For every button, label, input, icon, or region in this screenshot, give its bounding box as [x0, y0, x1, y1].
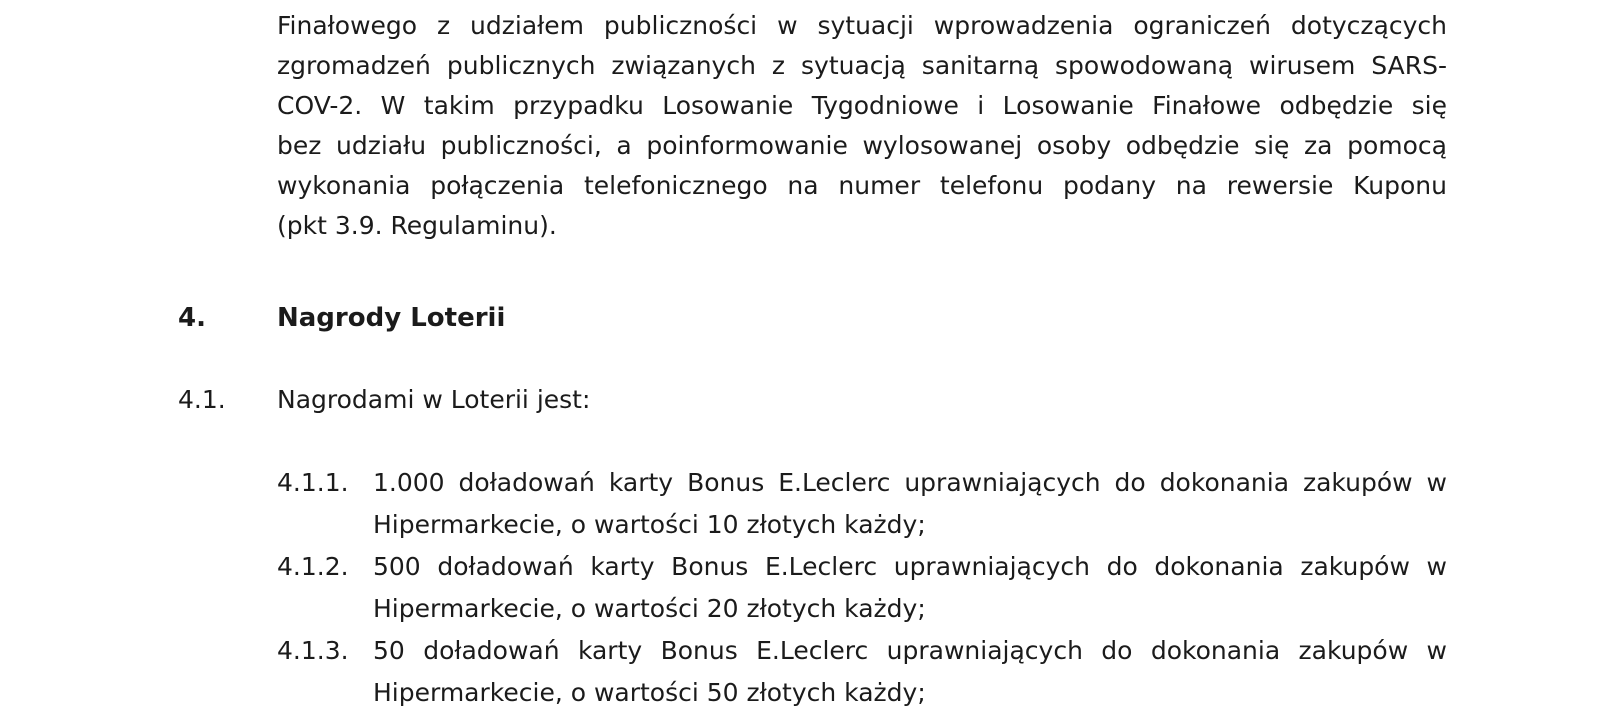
item-line: Hipermarkecie, o wartości 20 złotych każdy;: [373, 594, 926, 623]
list-item: [277, 630, 1447, 714]
item-text: [373, 546, 1447, 630]
paragraph-continuation: [277, 6, 1447, 246]
item-line: Hipermarkecie, o wartości 50 złotych każdy;: [373, 678, 926, 707]
item-text: [373, 462, 1447, 546]
paragraph-line: COV-2. W takim przypadku Losowanie Tygodniowe i Losowanie Finałowe odbędzie się: [277, 91, 1447, 120]
item-number: 4.1.2.: [277, 552, 349, 581]
item-line: 1.000 doładowań karty Bonus E.Leclerc uprawniających do dokonania zakupów w: [373, 468, 1447, 497]
paragraph-line: zgromadzeń publicznych związanych z sytuacją sanitarną spowodowaną wirusem SARS-: [277, 51, 1447, 80]
paragraph-line: Finałowego z udziałem publiczności w sytuacji wprowadzenia ograniczeń dotyczących: [277, 11, 1447, 40]
paragraph-line: (pkt 3.9. Regulaminu).: [277, 211, 557, 240]
subsection-number: 4.1.: [178, 385, 226, 414]
item-text: [373, 630, 1447, 714]
subsection-text: Nagrodami w Loterii jest:: [277, 385, 591, 414]
item-line: 50 doładowań karty Bonus E.Leclerc uprawniających do dokonania zakupów w: [373, 636, 1447, 665]
section-number: 4.: [178, 303, 206, 333]
paragraph-line: bez udziału publiczności, a poinformowanie wylosowanej osoby odbędzie się za pomocą: [277, 131, 1447, 160]
prize-list: [277, 462, 1447, 714]
list-item: [277, 546, 1447, 630]
item-line: 500 doładowań karty Bonus E.Leclerc uprawniających do dokonania zakupów w: [373, 552, 1447, 581]
list-item: [277, 462, 1447, 546]
paragraph-line: wykonania połączenia telefonicznego na numer telefonu podany na rewersie Kuponu: [277, 171, 1447, 200]
item-number: 4.1.3.: [277, 636, 349, 665]
item-number: 4.1.1.: [277, 468, 349, 497]
item-line: Hipermarkecie, o wartości 10 złotych każdy;: [373, 510, 926, 539]
section-title: Nagrody Loterii: [277, 303, 506, 333]
